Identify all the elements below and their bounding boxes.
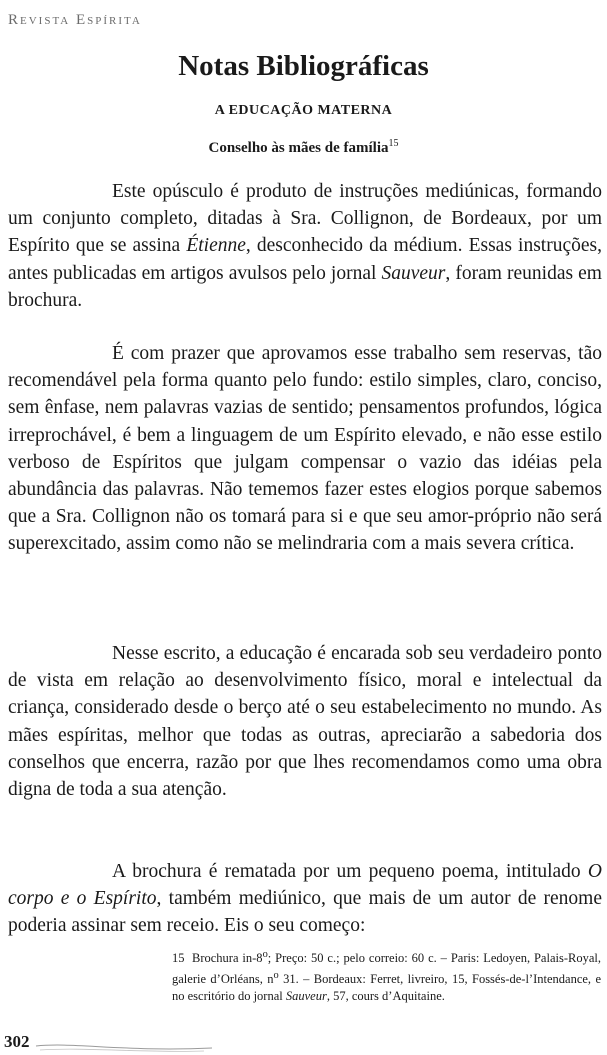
paragraph-3	[8, 640, 602, 803]
footnote-sup-2: o	[273, 970, 279, 982]
paragraph-1	[8, 178, 602, 314]
subsubtitle-text: Conselho às mães de família	[208, 140, 389, 156]
footnote-sup-1: o	[262, 949, 268, 960]
footnote-text-2: ; Preço: 50 c.; pelo correio: 60 c. – Paris: Ledoyen, Palais-Royal, galerie d’Orléans, n	[172, 951, 601, 987]
footnote-text-3: 31. – Bordeaux: Ferret, livreiro, 15, Fossés-de-l’Intendance, e no escritório do jornal	[172, 972, 601, 1004]
section-subtitle: A EDUCAÇÃO MATERNA	[214, 103, 393, 118]
footnote	[172, 946, 601, 1005]
paragraph-4-text-b: , também mediúnico, que mais de um autor de renome poderia assinar sem receio. Eis o seu começo:	[8, 888, 602, 937]
paragraph-2	[8, 340, 602, 558]
paragraph-1-text-c: , foram reunidas em brochura.	[8, 262, 602, 311]
paragraph-1-italic-b: Sauveur	[381, 262, 446, 284]
footnote-text-4: , 57, cours d’Aquitaine.	[326, 989, 445, 1004]
page-flourish-ornament	[34, 1038, 214, 1054]
page-number: 302	[4, 1032, 30, 1051]
section-subsubtitle	[0, 138, 607, 157]
footnote-number: 15	[172, 951, 185, 966]
footnote-italic: Sauveur	[285, 989, 327, 1004]
footnote-reference: 15	[388, 138, 399, 149]
page-title: Notas Bibliográficas	[178, 50, 429, 82]
paragraph-3-text: Nesse escrito, a educação é encarada sob seu verdadeiro ponto de vista em relação ao desenvolvimento físico, moral e intelectual da criança, considerado desde o berço até o seu estabelecimento no mundo. As mães espíritas, melhor que todas as outras, apreciarão a sabedoria dos conselhos que encerra, razão por que lhes recomendamos como uma obra digna de toda a sua atenção.	[8, 643, 602, 801]
footnote-text-1: Brochura in-8	[192, 951, 263, 966]
paragraph-1-text-a: Este opúsculo é produto de instruções mediúnicas, formando um conjunto completo, ditadas à Sra. Collignon, de Bordeaux, por um Espírito que se assina	[8, 181, 602, 257]
running-head: Revista Espírita	[8, 12, 142, 28]
paragraph-4	[8, 858, 602, 940]
paragraph-4-italic: O corpo e o Espírito	[8, 861, 602, 910]
paragraph-2-text: É com prazer que aprovamos esse trabalho sem reservas, tão recomendável pela forma quanto pelo fundo: estilo simples, claro, conciso, sem ênfase, nem palavras vazias de sentido; pensamentos profundos, lógica irreprochável, é bem a linguagem de um Espírito elevado, e não esse estilo verboso de Espíritos que julgam compensar o vazio das idéias pela abundância das palavras. Não tememos fazer estes elogios porque sabemos que a Sra. Collignon não os tomará para si e que seu amor-próprio não será superexcitado, assim como não se melindraria com a mais severa crítica.	[8, 343, 602, 555]
paragraph-1-italic-a: Étienne	[186, 235, 246, 257]
paragraph-1-text-b: , desconhecido da médium. Essas instruções, antes publicadas em artigos avulsos pelo jornal	[8, 235, 602, 284]
paragraph-4-text-a: A brochura é rematada por um pequeno poema, intitulado	[112, 861, 588, 882]
